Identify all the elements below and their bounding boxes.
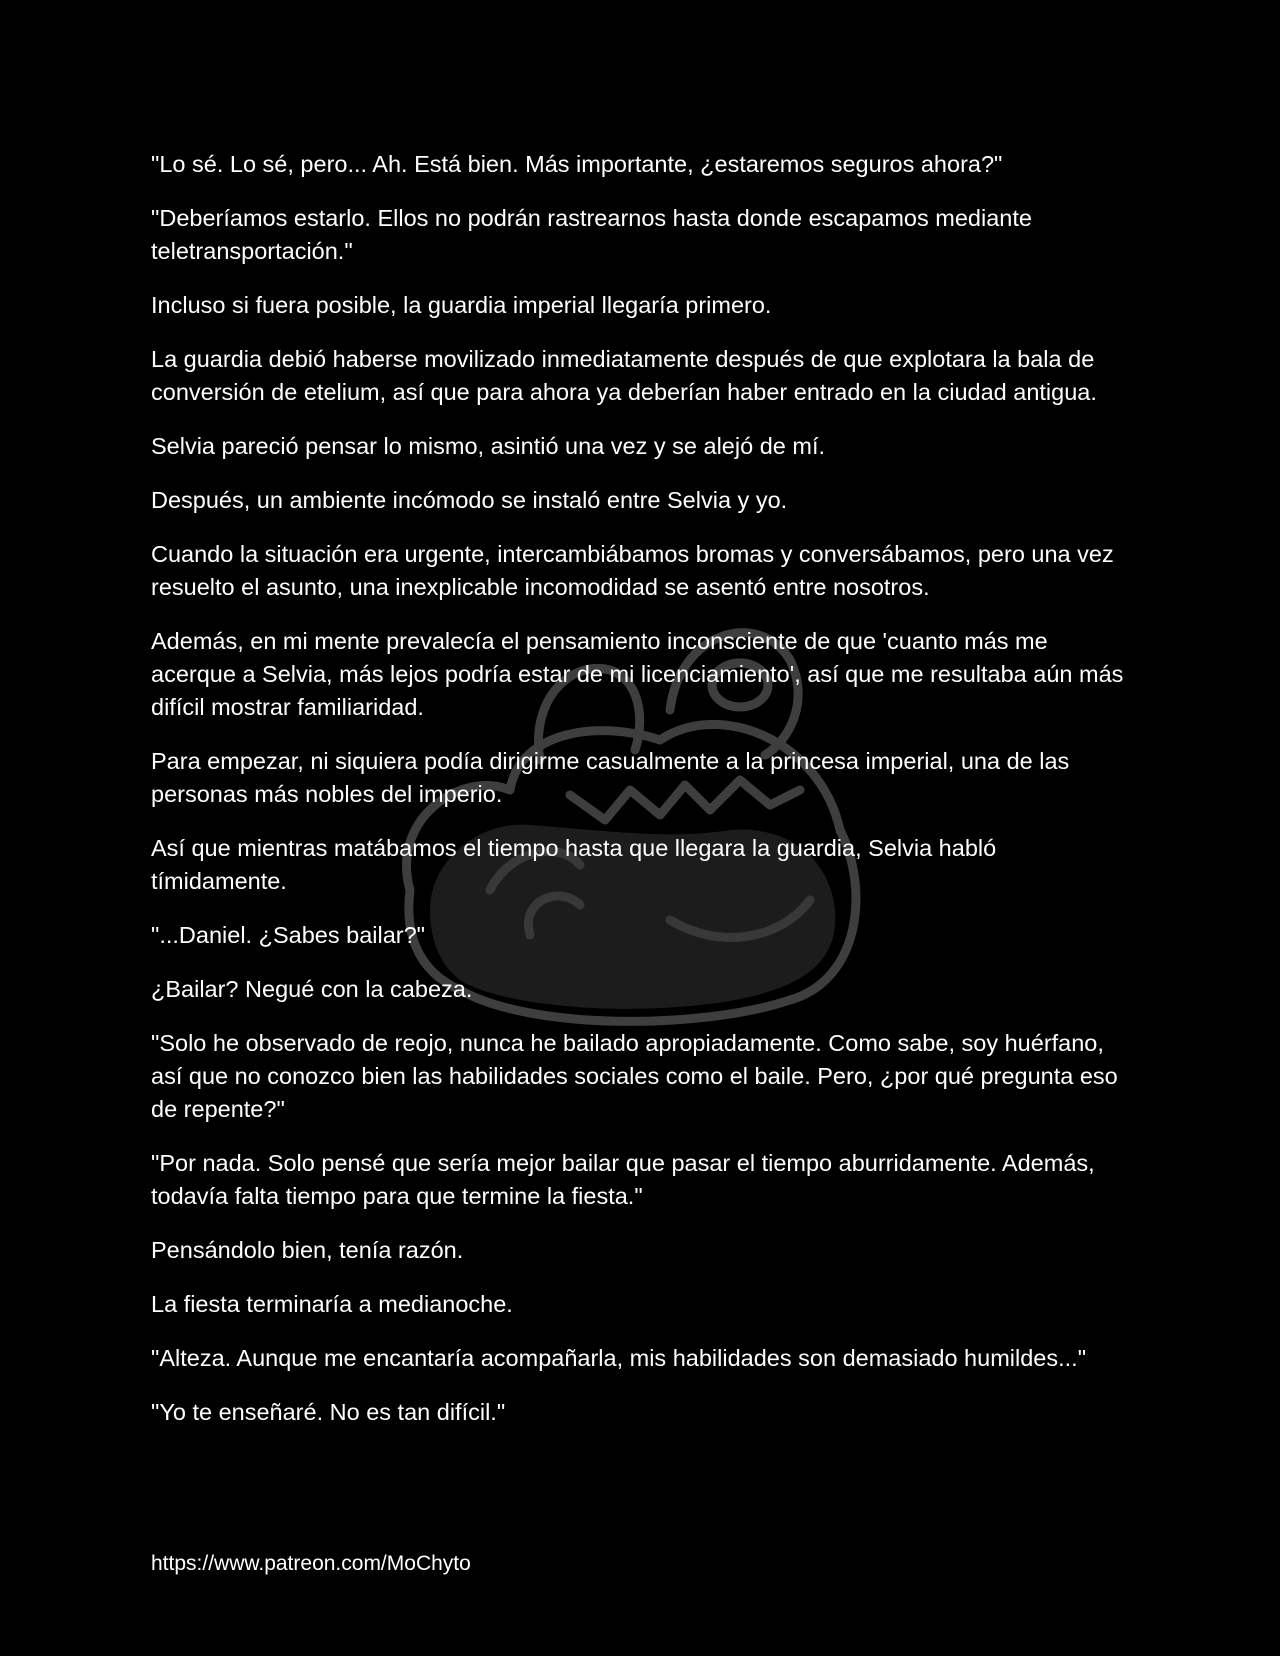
paragraph: Después, un ambiente incómodo se instaló entre Selvia y yo. (151, 487, 788, 513)
paragraph: Pensándolo bien, tenía razón. (151, 1237, 464, 1263)
paragraph: Cuando la situación era urgente, intercambiábamos bromas y conversábamos, pero una vez resuelto el asunto, una inexplicable incomodidad se asentó entre nosotros. (151, 541, 1114, 600)
paragraph: "Lo sé. Lo sé, pero... Ah. Está bien. Más importante, ¿estaremos seguros ahora?" (151, 151, 1003, 177)
paragraph: La guardia debió haberse movilizado inmediatamente después de que explotara la bala de conversión de etelium, así que para ahora ya deberían haber entrado en la ciudad antigua. (151, 346, 1097, 405)
paragraph: Selvia pareció pensar lo mismo, asintió una vez y se alejó de mí. (151, 433, 825, 459)
paragraph: Además, en mi mente prevalecía el pensamiento inconsciente de que 'cuanto más me acerque a Selvia, más lejos podría estar de mi licenciamiento', así que me resultaba aún más difícil mostrar familiaridad. (151, 628, 1124, 720)
paragraph: "Por nada. Solo pensé que sería mejor bailar que pasar el tiempo aburridamente. Además, todavía falta tiempo para que termine la fiesta." (151, 1150, 1095, 1209)
paragraph: Incluso si fuera posible, la guardia imperial llegaría primero. (151, 292, 772, 318)
paragraph: "Deberíamos estarlo. Ellos no podrán rastrearnos hasta donde escapamos mediante teletransportación." (151, 205, 1032, 264)
paragraph: "Alteza. Aunque me encantaría acompañarla, mis habilidades son demasiado humildes..." (151, 1345, 1087, 1371)
paragraph: "Solo he observado de reojo, nunca he bailado apropiadamente. Como sabe, soy huérfano, así que no conozco bien las habilidades sociales como el baile. Pero, ¿por qué pregunta eso de repente?" (151, 1030, 1118, 1122)
paragraph: La fiesta terminaría a medianoche. (151, 1291, 513, 1317)
paragraph: "Yo te enseñaré. No es tan difícil." (151, 1399, 506, 1425)
patreon-link[interactable]: https://www.patreon.com/MoChyto (151, 1552, 471, 1575)
paragraph: Así que mientras matábamos el tiempo hasta que llegara la guardia, Selvia habló tímidamente. (151, 835, 997, 894)
paragraph: ¿Bailar? Negué con la cabeza. (151, 976, 473, 1002)
paragraph: "...Daniel. ¿Sabes bailar?" (151, 922, 426, 948)
paragraph: Para empezar, ni siquiera podía dirigirme casualmente a la princesa imperial, una de las personas más nobles del imperio. (151, 748, 1070, 807)
document-body (151, 148, 1131, 1450)
